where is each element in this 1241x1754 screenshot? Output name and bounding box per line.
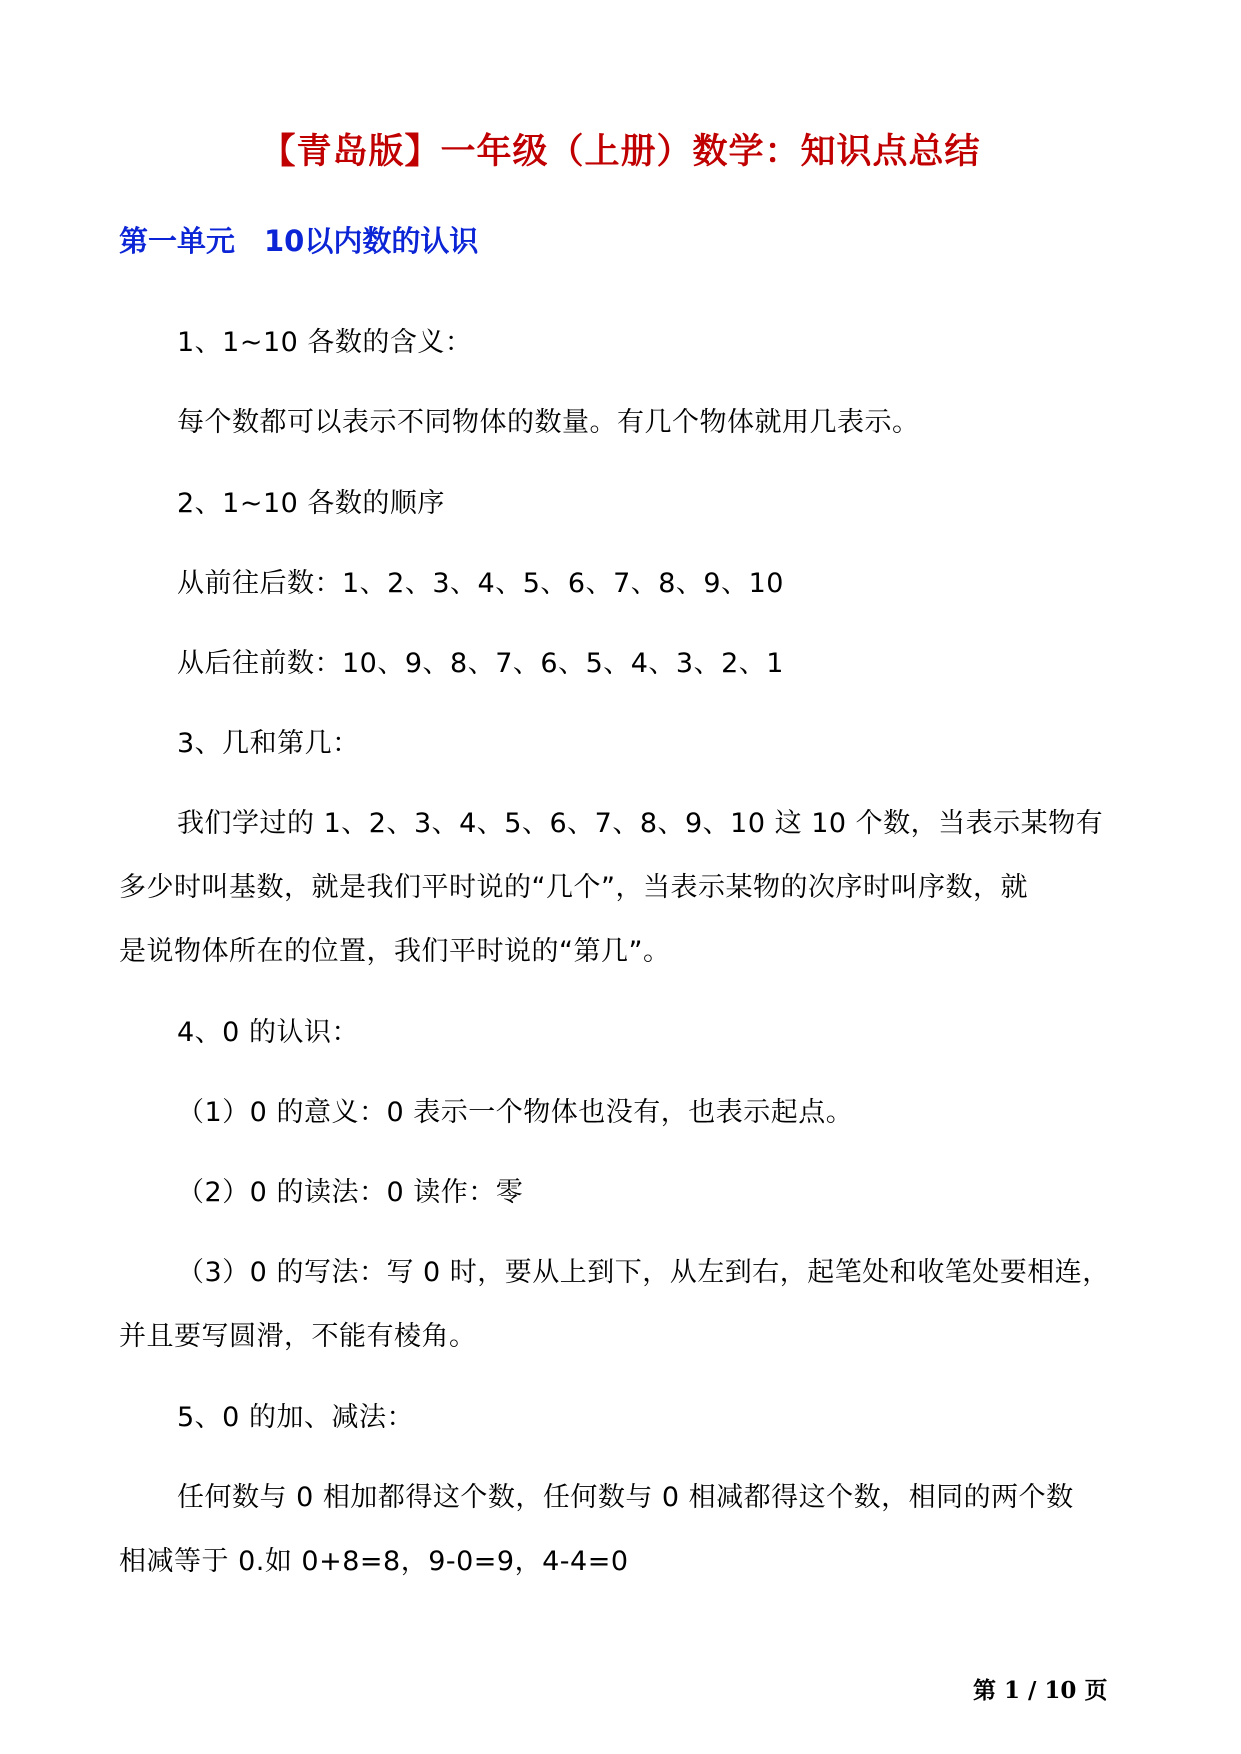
paragraph-line: （3）0 的写法：写 0 时，要从上到下，从左到右，起笔处和收笔处要相连， — [177, 1257, 1110, 1288]
paragraph-line: 相减等于 0.如 0+8=8，9-0=9，4-4=0 — [119, 1546, 629, 1577]
paragraph-line: 我们学过的 1、2、3、4、5、6、7、8、9、10 这 10 个数，当表示某物有 — [177, 808, 1104, 839]
paragraph-line: 是说物体所在的位置，我们平时说的“第几”。 — [119, 936, 671, 967]
paragraph-line: 任何数与 0 相加都得这个数，任何数与 0 相减都得这个数，相同的两个数 — [177, 1482, 1074, 1513]
paragraph-line: 多少时叫基数，就是我们平时说的“几个”，当表示某物的次序时叫序数，就 — [119, 872, 1028, 903]
paragraph-line: （2）0 的读法：0 读作：零 — [177, 1177, 524, 1208]
item-heading-2: 2、1~10 各数的顺序 — [177, 488, 445, 519]
paragraph-line: 从后往前数：10、9、8、7、6、5、4、3、2、1 — [177, 648, 784, 679]
paragraph-line: 每个数都可以表示不同物体的数量。有几个物体就用几表示。 — [177, 407, 920, 438]
paragraph-line: 从前往后数：1、2、3、4、5、6、7、8、9、10 — [177, 568, 784, 599]
section-heading: 第一单元 10以内数的认识 — [119, 224, 479, 258]
item-heading-5: 5、0 的加、减法： — [177, 1402, 414, 1433]
item-heading-4: 4、0 的认识： — [177, 1017, 359, 1048]
document-title: 【青岛版】一年级（上册）数学：知识点总结 — [260, 132, 981, 172]
item-heading-3: 3、几和第几： — [177, 728, 360, 759]
paragraph-line: 并且要写圆滑，不能有棱角。 — [119, 1321, 477, 1352]
item-heading-1: 1、1~10 各数的含义： — [177, 327, 473, 358]
page-number: 第 1 / 10 页 — [973, 1677, 1108, 1704]
paragraph-line: （1）0 的意义：0 表示一个物体也没有，也表示起点。 — [177, 1097, 854, 1128]
